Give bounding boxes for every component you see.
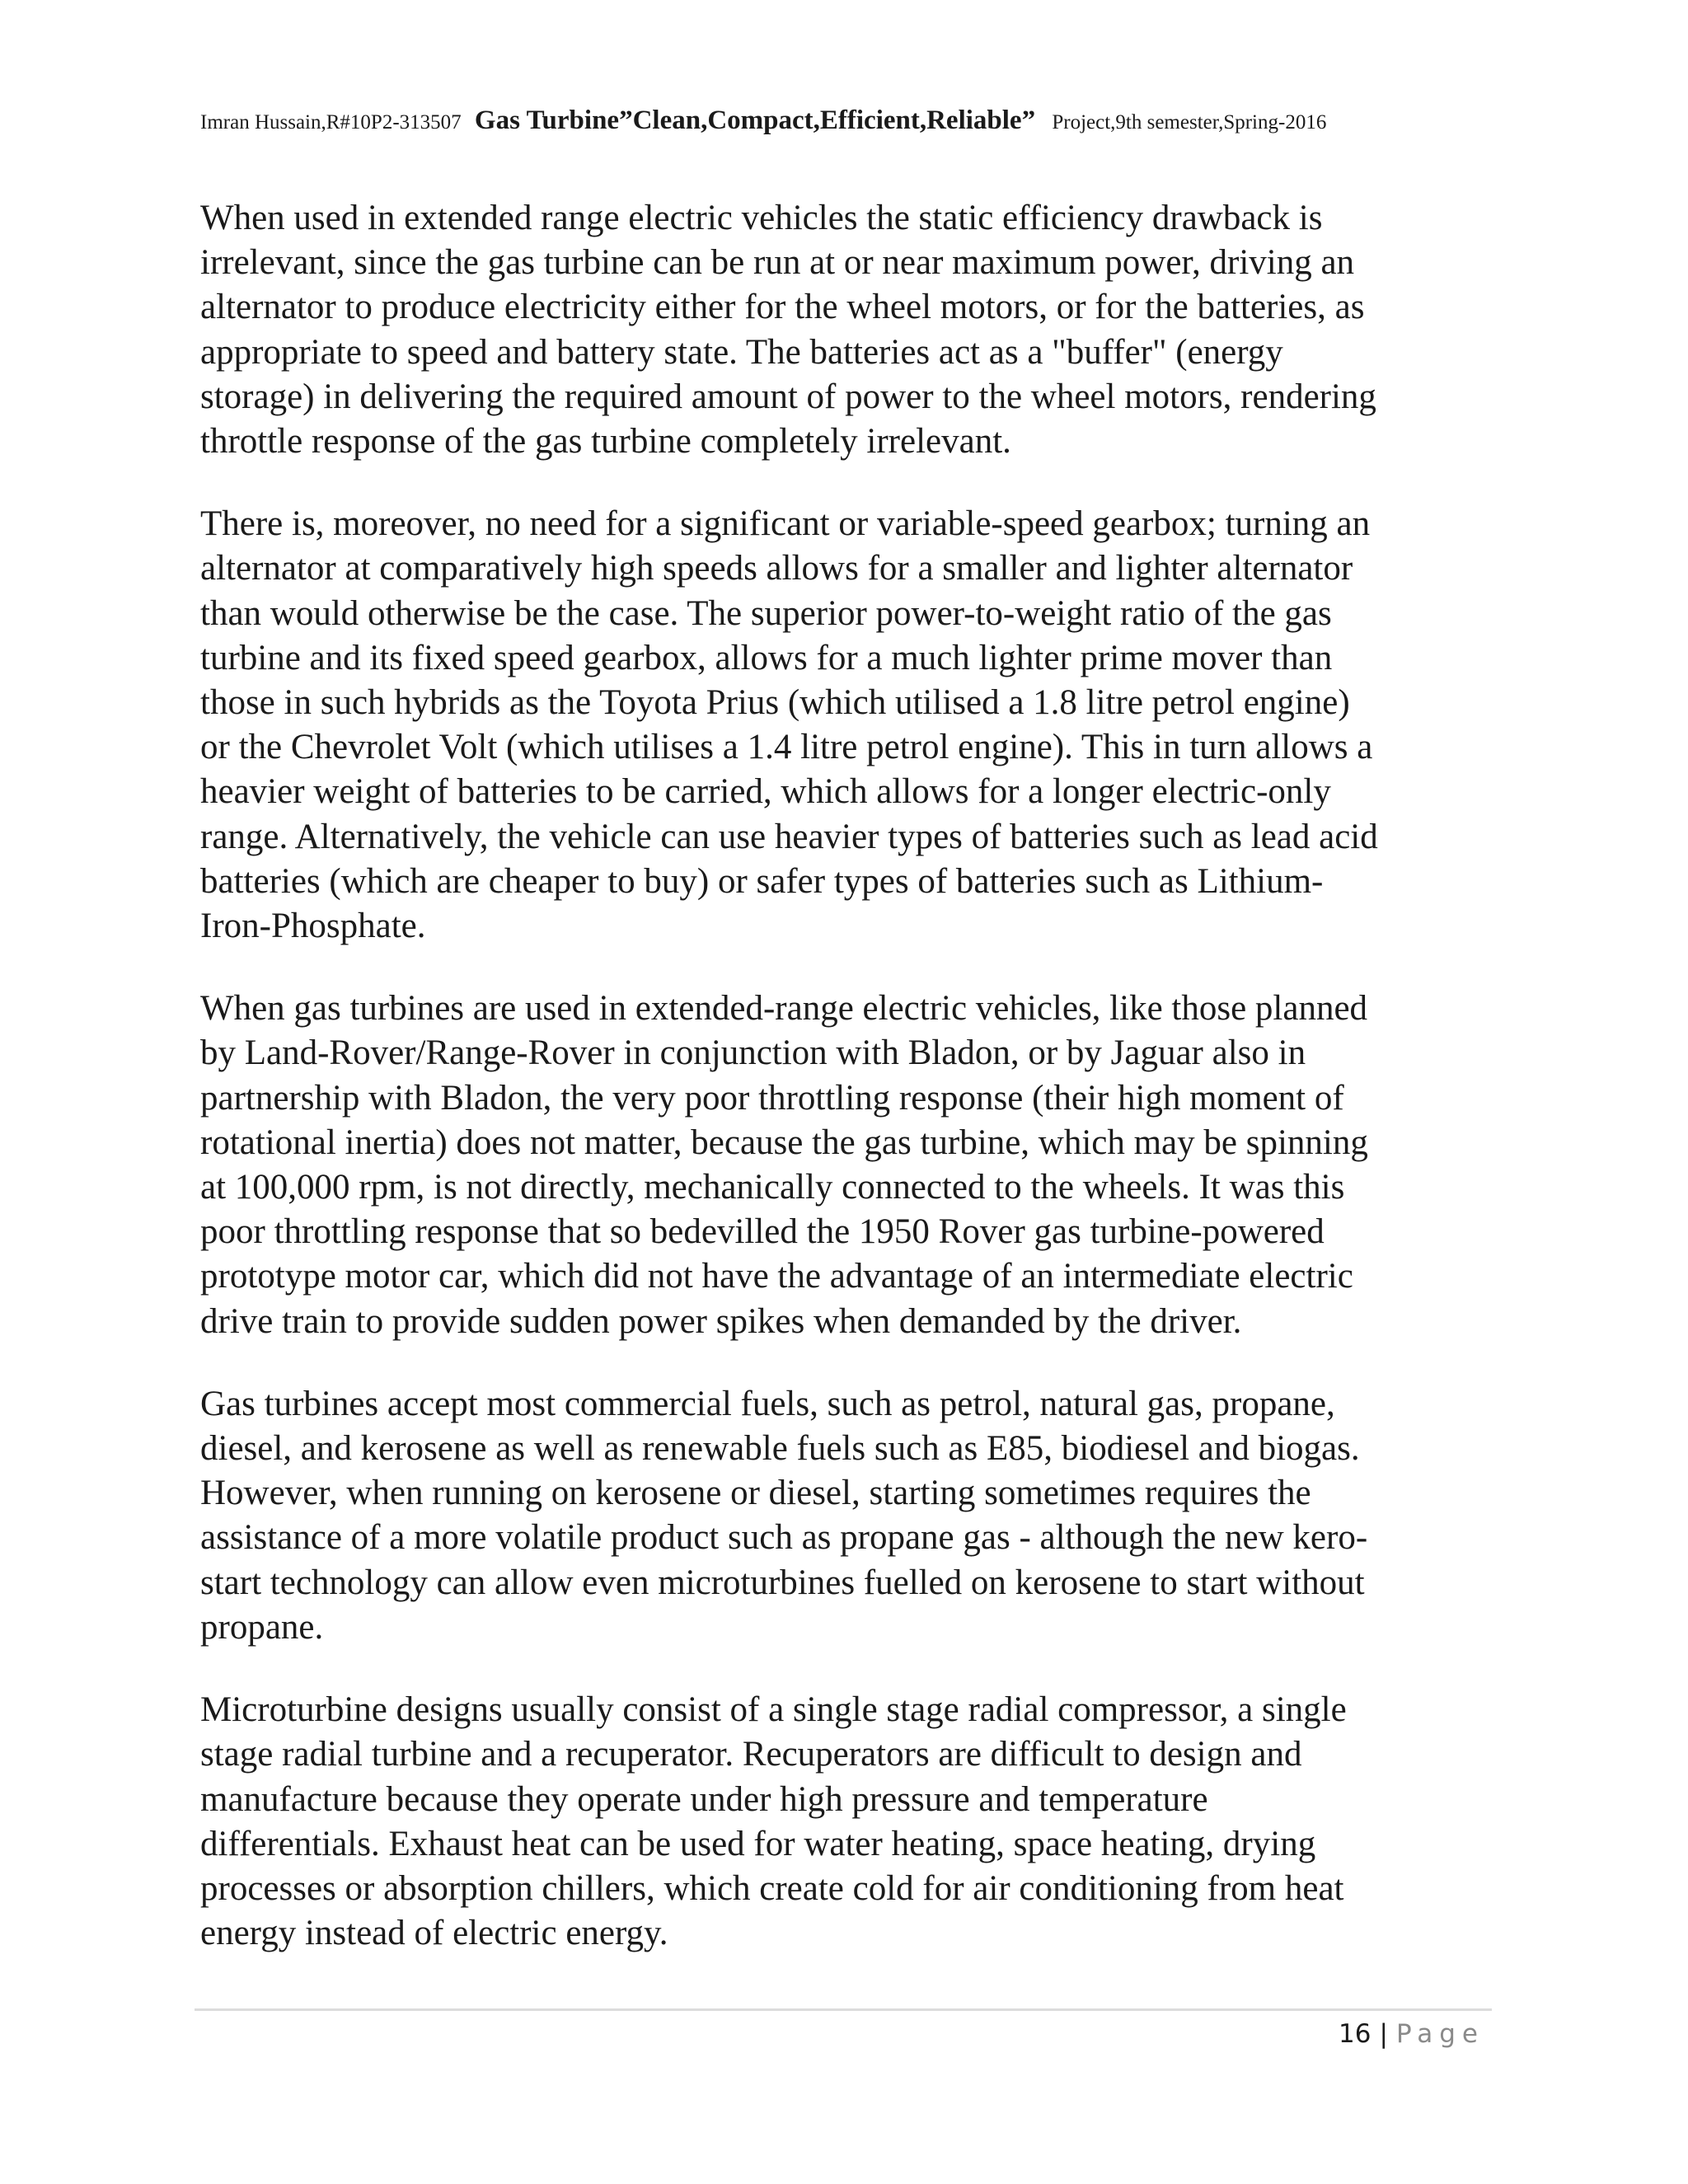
text-line: partnership with Bladon, the very poor throttling response (their high moment of — [200, 1078, 1344, 1118]
document-body — [200, 196, 1494, 1994]
page-number: 16 — [1339, 2019, 1372, 2049]
text-line: Microturbine designs usually consist of a single stage radial compressor, a single — [200, 1690, 1347, 1730]
text-line: differentials. Exhaust heat can be used for water heating, space heating, drying — [200, 1824, 1316, 1863]
paragraph — [200, 1382, 1494, 1650]
page-number-footer — [1339, 2016, 1484, 2052]
text-line: However, when running on kerosene or diesel, starting sometimes requires the — [200, 1474, 1311, 1513]
text-line: range. Alternatively, the vehicle can use heavier types of batteries such as lead acid — [200, 817, 1378, 856]
text-line: poor throttling response that so bedevilled the 1950 Rover gas turbine-powered — [200, 1212, 1325, 1252]
text-line: storage) in delivering the required amount of power to the wheel motors, rendering — [200, 377, 1376, 416]
header-author: Imran Hussain,R#10P2-313507 — [200, 111, 462, 134]
text-line: assistance of a more volatile product such as propane gas - although the new kero- — [200, 1518, 1368, 1558]
text-line: diesel, and kerosene as well as renewable fuels such as E85, biodiesel and biogas. — [200, 1429, 1360, 1469]
header-title: Gas Turbine”Clean,Compact,Efficient,Reliable” — [474, 105, 1036, 135]
text-line: appropriate to speed and battery state. The batteries act as a "buffer" (energy — [200, 332, 1283, 372]
text-line: stage radial turbine and a recuperator. Recuperators are difficult to design and — [200, 1735, 1302, 1774]
text-line: There is, moreover, no need for a significant or variable-speed gearbox; turning an — [200, 504, 1371, 544]
page-label: Page — [1395, 2019, 1484, 2049]
text-line: prototype motor car, which did not have the advantage of an intermediate electric — [200, 1257, 1353, 1296]
text-line: at 100,000 rpm, is not directly, mechanically connected to the wheels. It was this — [200, 1168, 1345, 1207]
page-separator: | — [1379, 2019, 1388, 2049]
paragraph — [200, 196, 1494, 464]
text-line: rotational inertia) does not matter, because the gas turbine, which may be spinning — [200, 1122, 1368, 1162]
paragraph — [200, 987, 1494, 1344]
page-header — [200, 104, 1486, 139]
text-line: irrelevant, since the gas turbine can be run at or near maximum power, driving an — [200, 243, 1355, 283]
text-line: energy instead of electric energy. — [200, 1914, 668, 1953]
footer-divider — [195, 2008, 1492, 2011]
paragraph — [200, 1688, 1494, 1956]
text-line: manufacture because they operate under high pressure and temperature — [200, 1779, 1208, 1819]
text-line: than would otherwise be the case. The superior power-to-weight ratio of the gas — [200, 593, 1332, 633]
text-line: When gas turbines are used in extended-range electric vehicles, like those planned — [200, 989, 1368, 1029]
text-line: turbine and its fixed speed gearbox, allows for a much lighter prime mover than — [200, 638, 1333, 677]
text-line: processes or absorption chillers, which create cold for air conditioning from heat — [200, 1868, 1344, 1908]
text-line: throttle response of the gas turbine completely irrelevant. — [200, 422, 1011, 462]
text-line: heavier weight of batteries to be carried, which allows for a longer electric-only — [200, 772, 1331, 812]
text-line: Iron-Phosphate. — [200, 907, 426, 946]
text-line: alternator at comparatively high speeds allows for a smaller and lighter alternator — [200, 549, 1353, 588]
text-line: alternator to produce electricity either for the wheel motors, or for the batteries, as — [200, 288, 1365, 327]
text-line: Gas turbines accept most commercial fuels, such as petrol, natural gas, propane, — [200, 1384, 1335, 1423]
text-line: or the Chevrolet Volt (which utilises a 1.4 litre petrol engine). This in turn allows a — [200, 728, 1373, 767]
text-line: start technology can allow even microturbines fuelled on kerosene to start without — [200, 1563, 1365, 1602]
text-line: by Land-Rover/Range-Rover in conjunction with Bladon, or by Jaguar also in — [200, 1033, 1306, 1073]
header-project: Project,9th semester,Spring-2016 — [1052, 111, 1327, 134]
text-line: When used in extended range electric vehicles the static efficiency drawback is — [200, 199, 1323, 237]
text-line: those in such hybrids as the Toyota Prius (which utilised a 1.8 litre petrol engine) — [200, 683, 1350, 723]
text-line: batteries (which are cheaper to buy) or safer types of batteries such as Lithium- — [200, 861, 1324, 901]
text-line: drive train to provide sudden power spikes when demanded by the driver. — [200, 1301, 1242, 1341]
text-line: propane. — [200, 1607, 324, 1647]
paragraph — [200, 502, 1494, 949]
